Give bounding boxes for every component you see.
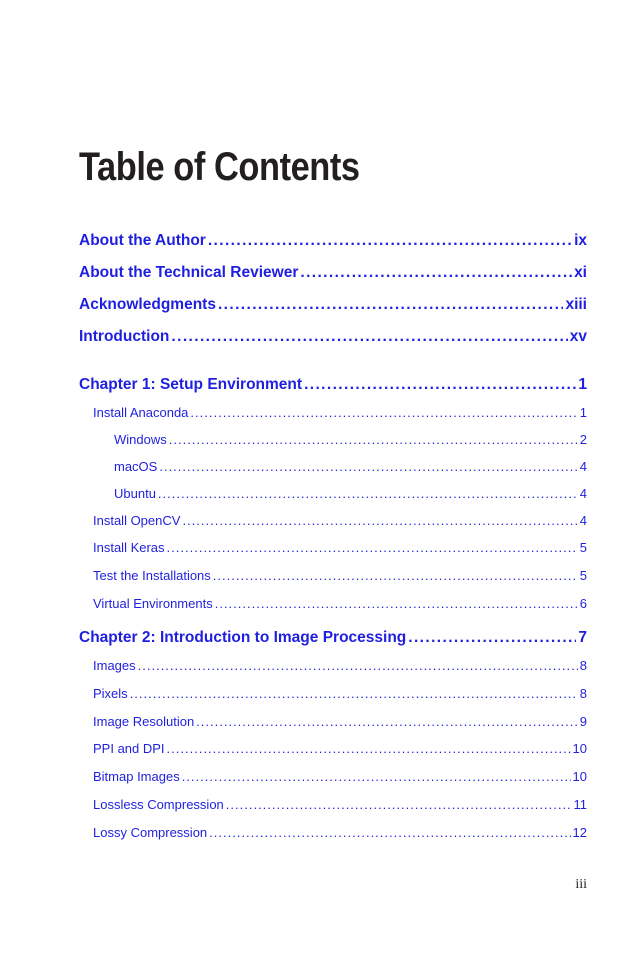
toc-entry-label: Acknowledgments	[79, 296, 216, 313]
toc-entry-install-anaconda[interactable]	[93, 405, 587, 420]
toc-entry-label: Virtual Environments	[93, 596, 213, 611]
toc-entry-lossless-compression[interactable]	[93, 797, 587, 812]
toc-entry-page: ix	[574, 232, 587, 249]
dot-leader	[159, 460, 577, 473]
toc-entry-introduction[interactable]	[79, 328, 587, 346]
toc-entry-label: Lossless Compression	[93, 797, 224, 812]
dot-leader	[182, 514, 577, 527]
toc-entry-page: 5	[579, 540, 587, 555]
dot-leader	[226, 798, 572, 811]
toc-entry-test-the-installations[interactable]	[93, 568, 587, 583]
dot-leader	[215, 597, 578, 610]
toc-entry-page: 1	[578, 376, 587, 393]
toc-entry-page: 10	[572, 769, 587, 784]
toc-entry-acknowledgments[interactable]	[79, 296, 587, 314]
toc-entry-label: About the Author	[79, 232, 206, 249]
dot-leader	[171, 329, 567, 345]
toc-entry-page: 5	[579, 568, 587, 583]
toc-entry-windows[interactable]	[114, 432, 587, 447]
toc-entry-label: PPI and DPI	[93, 741, 165, 756]
toc-entry-page: 2	[579, 432, 587, 447]
toc-entry-label: Lossy Compression	[93, 825, 208, 840]
toc-entry-page: xiii	[565, 296, 587, 313]
toc-entry-about-the-technical-reviewer[interactable]	[79, 264, 587, 282]
toc-entry-page: 1	[579, 405, 587, 420]
toc-entry-page: xi	[574, 264, 587, 281]
dot-leader	[167, 742, 571, 755]
toc-entry-label: Windows	[114, 432, 167, 447]
toc-entry-chapter-1[interactable]	[79, 376, 587, 394]
dot-leader	[213, 569, 578, 582]
toc-entry-label: Chapter 1: Setup Environment	[79, 376, 303, 393]
dot-leader	[169, 433, 578, 446]
dot-leader	[130, 687, 578, 700]
toc-entry-page: 4	[579, 513, 587, 528]
toc-entry-virtual-environments[interactable]	[93, 596, 587, 611]
toc-entry-label: Install OpenCV	[93, 513, 181, 528]
dot-leader	[167, 541, 578, 554]
toc-entry-label: macOS	[114, 459, 158, 474]
toc-entry-label: Pixels	[93, 686, 128, 701]
toc-entry-page: 9	[579, 714, 587, 729]
dot-leader	[208, 233, 572, 249]
toc-entry-bitmap-images[interactable]	[93, 769, 587, 784]
toc-entry-macos[interactable]	[114, 459, 587, 474]
toc-entry-page: 8	[579, 686, 587, 701]
toc-entry-page: 4	[579, 459, 587, 474]
toc-entry-label: Images	[93, 658, 136, 673]
toc-entry-label: Introduction	[79, 328, 170, 345]
toc-entry-label: About the Technical Reviewer	[79, 264, 299, 281]
toc-entry-page: 4	[579, 486, 587, 501]
toc-entry-page: xv	[569, 328, 587, 345]
dot-leader	[138, 659, 578, 672]
dot-leader	[300, 265, 572, 281]
dot-leader	[158, 487, 578, 500]
toc-entry-install-keras[interactable]	[93, 540, 587, 555]
toc-entry-page: 10	[572, 741, 587, 756]
toc-entry-page: 8	[579, 658, 587, 673]
toc-entry-label: Ubuntu	[114, 486, 156, 501]
toc-entry-page: 11	[573, 797, 587, 812]
toc-entry-ppi-and-dpi[interactable]	[93, 741, 587, 756]
toc-entry-label: Bitmap Images	[93, 769, 180, 784]
toc-entry-label: Chapter 2: Introduction to Image Processing	[79, 629, 407, 646]
toc-entry-install-opencv[interactable]	[93, 513, 587, 528]
toc-entry-image-resolution[interactable]	[93, 714, 587, 729]
page-number: iii	[575, 877, 587, 892]
dot-leader	[304, 377, 576, 393]
dot-leader	[408, 630, 576, 646]
toc-entry-pixels[interactable]	[93, 686, 587, 701]
dot-leader	[182, 770, 571, 783]
toc-entry-about-the-author[interactable]	[79, 232, 587, 250]
toc-entry-label: Test the Installations	[93, 568, 211, 583]
toc-entry-images[interactable]	[93, 658, 587, 673]
dot-leader	[196, 715, 578, 728]
toc-entry-ubuntu[interactable]	[114, 486, 587, 501]
toc-entry-page: 6	[579, 596, 587, 611]
toc-entry-label: Install Anaconda	[93, 405, 189, 420]
dot-leader	[209, 826, 570, 839]
toc-entry-label: Image Resolution	[93, 714, 195, 729]
toc-entry-chapter-2[interactable]	[79, 629, 587, 647]
dot-leader	[218, 297, 564, 313]
toc-entry-page: 7	[578, 629, 587, 646]
toc-entry-lossy-compression[interactable]	[93, 825, 587, 840]
dot-leader	[190, 406, 577, 419]
toc-entry-label: Install Keras	[93, 540, 165, 555]
toc-entry-page: 12	[572, 825, 587, 840]
page-title: Table of Contents	[79, 145, 360, 189]
